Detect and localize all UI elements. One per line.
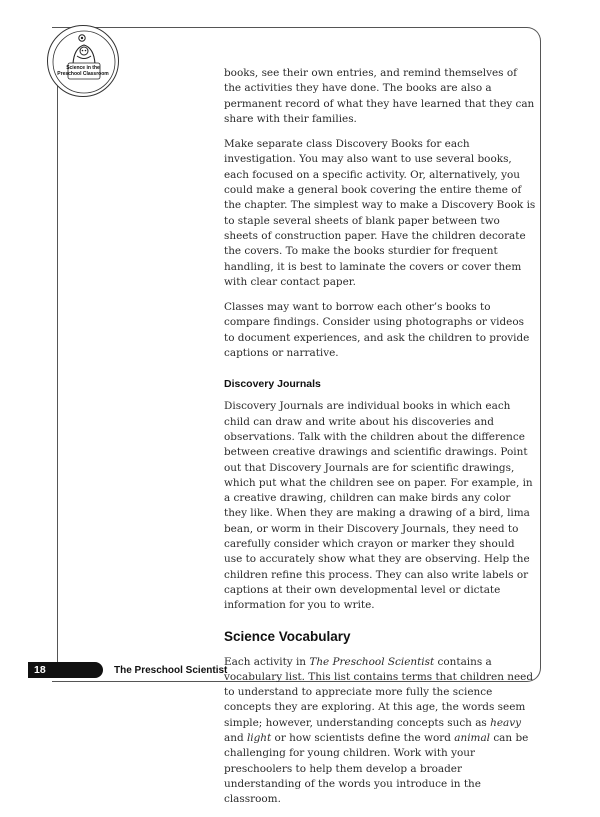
paragraph-5: Each activity in The Preschool Scientist contains a vocabulary list. This list contains terms that children need to understand to appreciate more fully the science concepts they are exploring. At this age, the words seem simple; however, understanding concepts such as heavy and light or how scientists define the word animal can be challenging for young children. Work with your preschoolers to help them develop a broader understanding of the words you introduce in the classroom. xyxy=(224,655,533,806)
term-heavy: heavy xyxy=(490,716,522,729)
logo-line-2: Preschool Classroom xyxy=(57,71,109,77)
discovery-journals-heading: Discovery Journals xyxy=(224,378,321,391)
science-vocabulary-heading: Science Vocabulary xyxy=(224,628,351,644)
book-title-italic: The Preschool Scientist xyxy=(309,655,435,668)
term-light: light xyxy=(246,731,272,744)
paragraph-2: Make separate class Discovery Books for each investigation. You may also want to use several books, each focused on a specific activity. Or, alternatively, you could make a general book covering the entire theme of the chapter. The simplest way to make a Discovery Book is to staple several sheets of blank paper between two sheets of construction paper. Have the children decorate the covers. To make the books sturdier for frequent handling, it is best to laminate the covers or cover them with clear contact paper. xyxy=(224,138,536,288)
page-number: 18 xyxy=(28,662,103,678)
paragraph-4: Discovery Journals are individual books in which each child can draw and write about his discoveries and observations. Talk with the children about the difference between creative drawings and scientific drawings. Point out that Discovery Journals are for scientific drawings, which put what the children see on paper. For example, in a creative drawing, children can make birds any color they like. When they are making a drawing of a bird, lima bean, or worm in their Discovery Journals, they need to carefully consider which crayon or marker they should use to accurately show what they are observing. Help the children refine this process. They can also write labels or captions at their own developmental level or dictate information for you to write. xyxy=(224,400,533,612)
series-logo xyxy=(47,25,119,97)
paragraph-1: books, see their own entries, and remind themselves of the activities they have done. The books are also a permanent record of what they have learned that they can share with their families. xyxy=(224,67,535,125)
term-animal: animal xyxy=(454,731,491,744)
logo-line-1: Science in the xyxy=(66,65,100,71)
scientist-icon xyxy=(48,26,120,98)
running-footer-title: The Preschool Scientist xyxy=(114,665,228,676)
frame-left-rule xyxy=(57,86,58,677)
paragraph-3: Classes may want to borrow each other’s books to compare findings. Consider using photographs or videos to document experiences, and ask the children to provide captions or narrative. xyxy=(224,301,530,360)
main-text xyxy=(224,66,536,817)
